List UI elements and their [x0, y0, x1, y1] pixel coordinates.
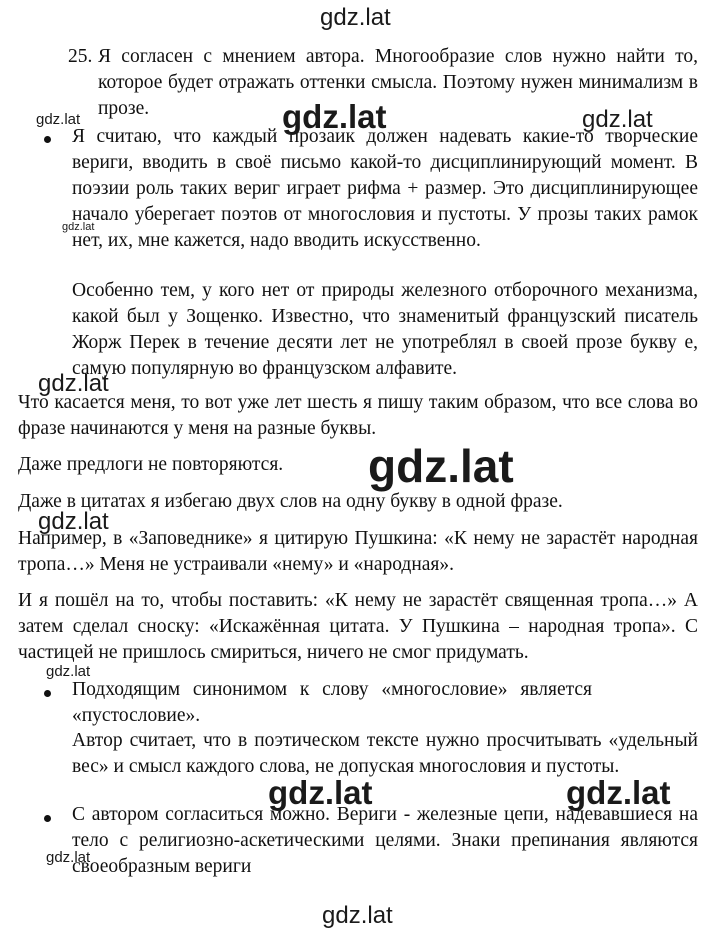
watermark: gdz.lat	[46, 849, 91, 866]
watermark: gdz.lat	[38, 370, 109, 397]
bullet-marker	[44, 815, 51, 822]
watermark: gdz.lat	[322, 902, 393, 929]
watermark: gdz.lat	[268, 774, 373, 811]
indented-paragraph-1: Особенно тем, у кого нет от природы железного отборочного механизма, какой был у Зощенко. Известно, что знаменитый французский писатель Жорж Перек в течение десяти лет не употреблял в своей прозе букву е, самую популярную во французском алфавите.	[72, 280, 698, 379]
item-number: 25.	[68, 46, 93, 67]
watermark: gdz.lat	[368, 440, 514, 492]
bullet-marker	[44, 136, 51, 143]
watermark: gdz.lat	[62, 221, 95, 233]
watermark: gdz.lat	[282, 98, 387, 135]
bullet-marker	[44, 690, 51, 697]
paragraph-2: Даже предлоги не повторяются.	[18, 454, 284, 475]
item-25-text: Я согласен с мнением автора. Многообразие слов нужно найти то, которое будет отражать оттенки смысла. Поэтому нужен минимализм в прозе.	[98, 46, 698, 119]
bullet-1-text: Я считаю, что каждый прозаик должен надевать какие-то творческие вериги, вводить в своё письмо какой-то дисциплинирующий момент. В поэзии роль таких вериг играет рифма + размер. Это дисциплинирующее начало уберегает поэтов от многословия и пустоты. У прозы таких рамок нет, их, мне кажется, надо вводить искусственно.	[72, 126, 698, 251]
watermark: gdz.lat	[566, 774, 671, 811]
paragraph-1: Что касается меня, то вот уже лет шесть я пишу таким образом, что все слова во фразе начинаются у меня на разные буквы.	[18, 392, 698, 439]
paragraph-3: Даже в цитатах я избегаю двух слов на одну букву в одной фразе.	[18, 491, 563, 512]
paragraph-4: Например, в «Заповеднике» я цитирую Пушкина: «К нему не зарастёт народная тропа…» Меня не устраивали «нему» и «народная».	[18, 528, 698, 575]
bullet-2-text: Подходящим синонимом к слову «многословие» является «пустословие».	[72, 679, 592, 726]
indented-paragraph-2: Автор считает, что в поэтическом тексте нужно просчитывать «удельный вес» и смысл каждого слова, не допуская многословия и пустоты.	[72, 730, 698, 777]
watermark: gdz.lat	[320, 4, 391, 31]
paragraph-5: И я пошёл на то, чтобы поставить: «К нему не зарастёт священная тропа…» А затем сделал сноску: «Искажённая цитата. У Пушкина – народная тропа». С частицей не пришлось смириться, ничего не смог придумать.	[18, 590, 698, 663]
bullet-3-text: С автором согласиться можно. Вериги - железные цепи, надевавшиеся на тело с религиозно-аскетическими целями. Знаки препинания являются своеобразным вериги	[72, 804, 698, 877]
watermark: gdz.lat	[36, 111, 81, 128]
watermark: gdz.lat	[38, 508, 109, 535]
watermark: gdz.lat	[46, 663, 91, 680]
watermark: gdz.lat	[582, 106, 653, 133]
